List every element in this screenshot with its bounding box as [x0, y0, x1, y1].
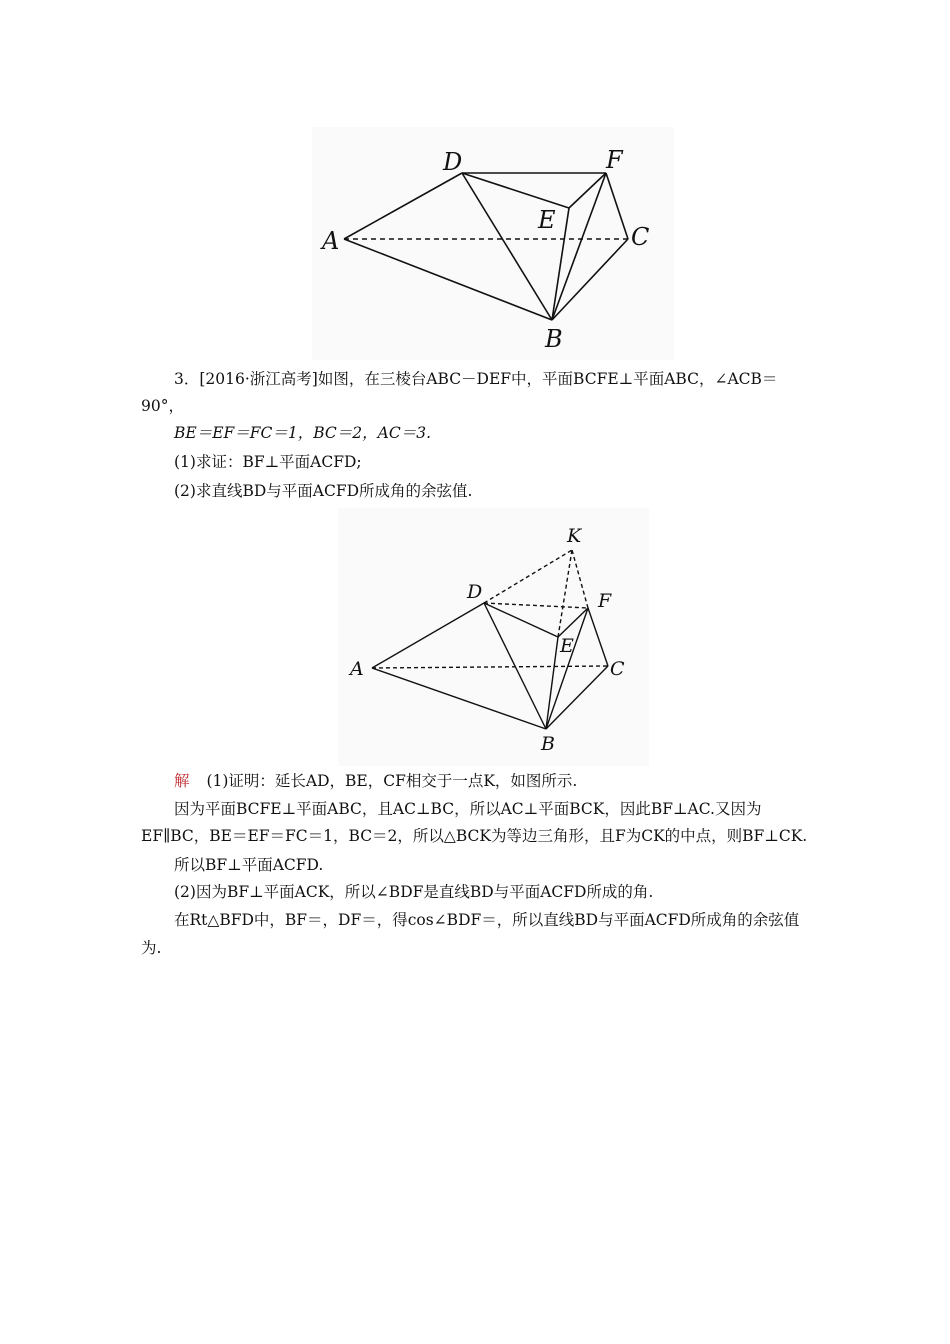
vertex-label-A: A [322, 227, 340, 255]
figure-2-svg [338, 508, 649, 766]
vertex-label-D: D [467, 581, 483, 603]
edge-AC-hidden [372, 666, 608, 668]
solution-head-label: 解 [174, 772, 190, 790]
vertex-label-B: B [545, 325, 563, 353]
vertex-label-E: E [538, 206, 556, 234]
edge-AD [372, 603, 484, 668]
edge-CB [552, 239, 628, 320]
vertex-label-D: D [443, 148, 463, 176]
vertex-label-E: E [560, 635, 574, 657]
edge-DE [462, 173, 569, 208]
edge-FK-dashed [572, 550, 588, 608]
problem-statement-line-1: 3．[2016·浙江高考]如图，在三棱台ABC－DEF中，平面BCFE⊥平面ABC，∠ACB＝ [174, 370, 778, 388]
vertex-label-A: A [350, 658, 364, 680]
solution-line-4: 所以BF⊥平面ACFD. [174, 856, 324, 874]
problem-part-1: (1)求证：BF⊥平面ACFD; [174, 453, 362, 471]
solution-line-3: EF∥BC，BE＝EF＝FC＝1，BC＝2，所以△BCK为等边三角形，且F为CK的中点，则BF⊥CK. [141, 827, 808, 845]
figure-1-svg [312, 127, 674, 360]
figure-1-frustum [312, 127, 674, 360]
solution-line-1 [174, 771, 577, 791]
problem-given-lengths: BE＝EF＝FC＝1，BC＝2，AC＝3. [174, 424, 431, 442]
vertex-label-C: C [610, 658, 625, 680]
solution-line-5: (2)因为BF⊥平面ACK，所以∠BDF是直线BD与平面ACFD所成的角. [174, 883, 654, 901]
edge-FC [588, 608, 608, 666]
edge-CB [546, 666, 608, 729]
problem-part-2: (2)求直线BD与平面ACFD所成角的余弦值. [174, 482, 473, 500]
figure-2-extended-pyramid [338, 508, 649, 766]
edge-DE [484, 603, 558, 637]
vertex-label-F: F [606, 146, 623, 174]
vertex-label-B: B [541, 733, 555, 755]
problem-statement-line-2: 90°， [141, 397, 184, 415]
edge-FC [606, 173, 628, 239]
vertex-label-K: K [567, 525, 582, 547]
edge-AB [344, 239, 552, 320]
edge-DB [462, 173, 552, 320]
vertex-label-F: F [598, 590, 612, 612]
solution-line-6: 在Rt△BFD中，BF＝，DF＝，得cos∠BDF＝，所以直线BD与平面ACFD所成角的余弦值 [174, 911, 800, 929]
edge-AD [344, 173, 462, 239]
edge-DK-dashed [484, 550, 572, 603]
edge-FB [552, 173, 606, 320]
vertex-label-C: C [631, 223, 650, 251]
solution-part-1-intro: (1)证明：延长AD，BE，CF相交于一点K，如图所示. [206, 772, 578, 790]
solution-line-2: 因为平面BCFE⊥平面ABC，且AC⊥BC，所以AC⊥平面BCK，因此BF⊥AC.又因为 [174, 800, 762, 818]
edge-EB [546, 637, 558, 729]
solution-line-7: 为. [141, 939, 162, 957]
edge-EF [569, 173, 606, 208]
edge-FB [546, 608, 588, 729]
edge-DF-dashed [484, 603, 588, 608]
edge-EK-dashed [558, 550, 572, 637]
